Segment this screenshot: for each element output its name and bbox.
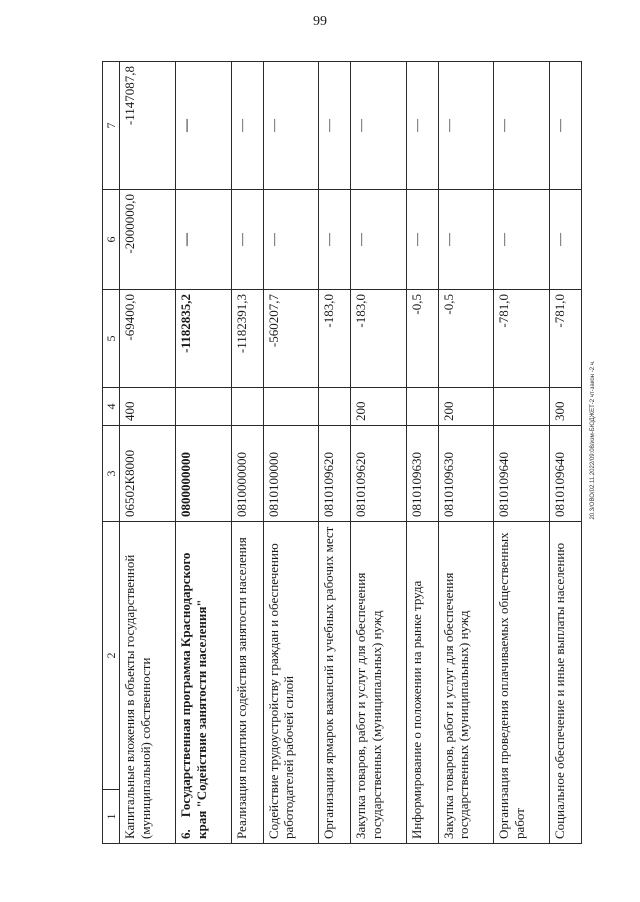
row-kind <box>406 388 438 426</box>
row-code: 0810109630 <box>406 426 438 522</box>
table-row <box>550 62 582 844</box>
row-value-6: — <box>176 190 232 290</box>
row-value-7: — <box>263 62 319 190</box>
header-cell-1: 1 <box>103 790 120 844</box>
row-code: 06502К8000 <box>120 426 176 522</box>
row-code: 0810109630 <box>438 426 494 522</box>
row-value-6: — <box>550 190 582 290</box>
table-row <box>494 62 550 844</box>
row-name-cell <box>319 522 351 844</box>
row-name: Организация проведения оплачиваемых общественных работ <box>496 532 528 839</box>
row-name-cell <box>263 522 319 844</box>
table-row <box>438 62 494 844</box>
table-row <box>120 62 176 844</box>
row-value-7: — <box>351 62 407 190</box>
row-value-5: -0,5 <box>406 290 438 388</box>
header-cell-5: 5 <box>103 290 120 388</box>
table-row <box>176 62 232 844</box>
row-name: Содействие трудоустройству граждан и обеспечению работодателей рабочей силой <box>265 543 297 839</box>
row-name-cell <box>231 522 263 844</box>
row-name: Закупка товаров, работ и услуг для обеспечения государственных (муниципальных) нужд <box>440 572 472 839</box>
table-row <box>351 62 407 844</box>
row-value-7: — <box>406 62 438 190</box>
row-kind <box>176 388 232 426</box>
row-name-cell <box>176 522 232 844</box>
row-kind <box>319 388 351 426</box>
row-value-5: -183,0 <box>351 290 407 388</box>
row-code: 0810109640 <box>494 426 550 522</box>
row-name: Закупка товаров, работ и услуг для обеспечения государственных (муниципальных) нужд <box>353 572 384 839</box>
row-name: Государственная программа Краснодарского края "Содействие занятости населения" <box>178 552 209 839</box>
header-cell-6: 6 <box>103 190 120 290</box>
table-row <box>319 62 351 844</box>
header-cell-3: 3 <box>103 426 120 522</box>
row-kind: 200 <box>351 388 407 426</box>
table-row <box>231 62 263 844</box>
row-value-5: -781,0 <box>550 290 582 388</box>
row-name: Организация ярмарок вакансий и учебных рабочих мест <box>321 526 337 839</box>
rotated-table-container <box>102 62 582 844</box>
row-name-cell <box>351 522 407 844</box>
budget-table <box>102 61 582 844</box>
row-kind <box>263 388 319 426</box>
row-kind: 400 <box>120 388 176 426</box>
row-value-6: — <box>319 190 351 290</box>
row-value-5: -183,0 <box>319 290 351 388</box>
row-name: Социальное обеспечение и иные выплаты населению <box>552 542 568 839</box>
row-kind <box>494 388 550 426</box>
row-value-6: — <box>438 190 494 290</box>
row-number: 6. <box>178 829 194 839</box>
header-cell-7: 7 <box>103 62 120 190</box>
row-code: 0810109620 <box>351 426 407 522</box>
row-value-5: -69400,0 <box>120 290 176 388</box>
row-value-6: -2000000,0 <box>120 190 176 290</box>
row-name: Информирование о положении на рынке труда <box>408 580 424 839</box>
row-value-6: — <box>263 190 319 290</box>
row-name-cell <box>120 522 176 844</box>
row-value-7: — <box>494 62 550 190</box>
row-kind <box>231 388 263 426</box>
row-value-6: — <box>231 190 263 290</box>
table-body <box>120 62 582 844</box>
footer-code: 20.3/ОВО/02.11.2022/09:08/изм-БЮДЖЕТ-2 чт-закон -2 ч. <box>590 360 596 520</box>
row-kind: 200 <box>438 388 494 426</box>
row-name: Капитальные вложения в объекты государственной (муниципальной) собственности <box>122 554 153 839</box>
row-name-cell <box>494 522 550 844</box>
row-code: 0810000000 <box>231 426 263 522</box>
row-value-5: -0,5 <box>438 290 494 388</box>
row-value-5: -560207,7 <box>263 290 319 388</box>
row-value-5: -781,0 <box>494 290 550 388</box>
header-cell-2: 2 <box>103 522 120 790</box>
row-code: 0810109620 <box>319 426 351 522</box>
row-value-6: — <box>351 190 407 290</box>
row-name-cell <box>438 522 494 844</box>
row-kind: 300 <box>550 388 582 426</box>
row-value-7: — <box>176 62 232 190</box>
row-name-cell <box>550 522 582 844</box>
row-name: Реализация политики содействия занятости населения <box>233 537 249 839</box>
row-value-7: — <box>550 62 582 190</box>
row-value-7: — <box>319 62 351 190</box>
page-number: 99 <box>313 14 327 29</box>
row-value-5: -1182391,3 <box>231 290 263 388</box>
table-row <box>263 62 319 844</box>
table-rotation-wrapper <box>102 62 582 844</box>
table-header-row <box>103 62 120 844</box>
row-code: 0810109640 <box>550 426 582 522</box>
footer-container <box>588 80 598 800</box>
row-value-6: — <box>494 190 550 290</box>
row-code: 0800000000 <box>176 426 232 522</box>
row-value-7: -1147087,8 <box>120 62 176 190</box>
row-code: 0810100000 <box>263 426 319 522</box>
row-name-cell <box>406 522 438 844</box>
table-row <box>406 62 438 844</box>
row-value-7: — <box>438 62 494 190</box>
header-cell-4: 4 <box>103 388 120 426</box>
row-value-7: — <box>231 62 263 190</box>
row-value-6: — <box>406 190 438 290</box>
row-value-5: -1182835,2 <box>176 290 232 388</box>
